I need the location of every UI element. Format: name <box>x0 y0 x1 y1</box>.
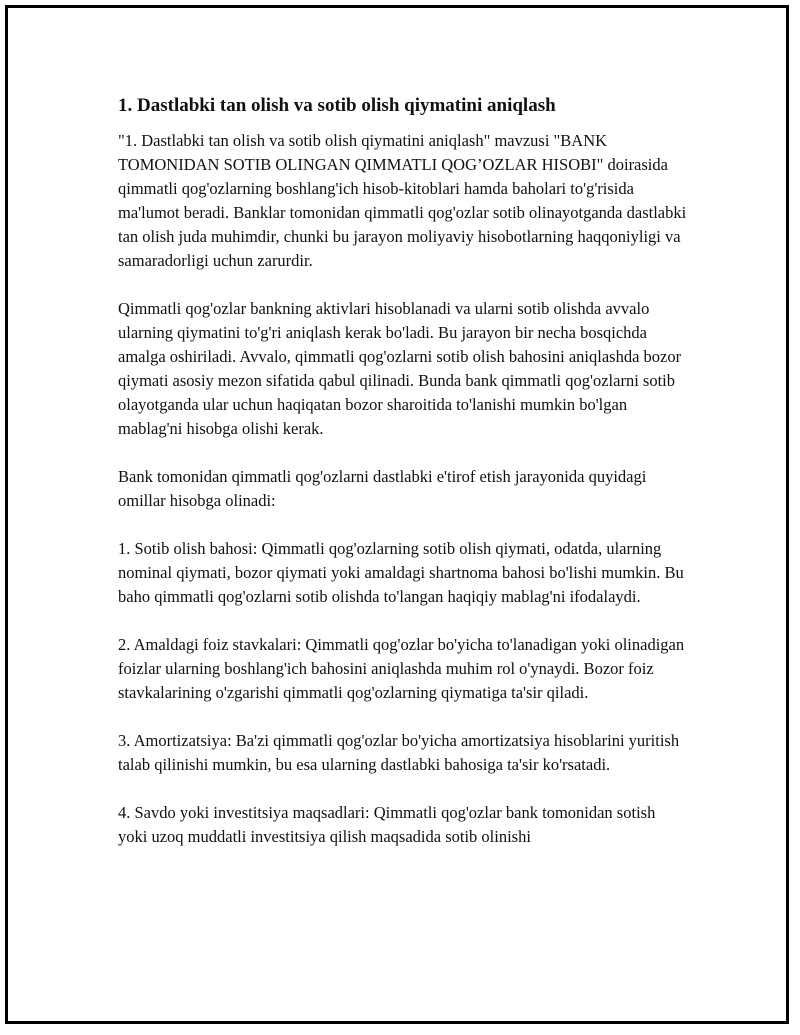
paragraph-item-2: 2. Amaldagi foiz stavkalari: Qimmatli qog'ozlar bo'yicha to'lanadigan yoki olinadigan foizlar ularning boshlang'ich bahosini aniqlashda muhim rol o'ynaydi. Bozor foiz stavkalarining o'zgarishi qimmatli qog'ozlarning qiymatiga ta'sir qiladi. <box>118 635 685 702</box>
paragraph-factors-intro: Bank tomonidan qimmatli qog'ozlarni dastlabki e'tirof etish jarayonida quyidagi omillar hisobga olinadi: <box>118 467 647 510</box>
paragraph-item-4: 4. Savdo yoki investitsiya maqsadlari: Qimmatli qog'ozlar bank tomonidan sotish yoki uzoq muddatli investitsiya qilish maqsadida sotib olinishi <box>118 803 656 846</box>
paragraph-item-1: 1. Sotib olish bahosi: Qimmatli qog'ozlarning sotib olish qiymati, odatda, ularning nominal qiymati, bozor qiymati yoki amaldagi shartnoma bahosi bo'lishi mumkin. Bu baho qimmatli qog'ozlarni sotib olishda to'langan haqiqiy mablag'ni ifodalaydi. <box>118 539 684 606</box>
paragraph-item-3: 3. Amortizatsiya: Ba'zi qimmatli qog'ozlar bo'yicha amortizatsiya hisoblarini yuritish talab qilinishi mumkin, bu esa ularning dastlabki bahosiga ta'sir ko'rsatadi. <box>118 731 680 774</box>
section-heading: 1. Dastlabki tan olish va sotib olish qiymatini aniqlash <box>118 95 556 116</box>
paragraph-intro: "1. Dastlabki tan olish va sotib olish qiymatini aniqlash" mavzusi "BANK TOMONIDAN SOTIB OLINGAN QIMMATLI QOG’OZLAR HISOBI" doirasida qimmatli qog'ozlarning boshlang'ich hisob-kitoblari hamda baholari to'g'risida ma'lumot beradi. Banklar tomonidan qimmatli qog'ozlar sotib olinayotganda dastlabki tan olish juda muhimdir, chunki bu jarayon moliyaviy hisobotlarning haqqoniyligi va samaradorligi uchun zarurdir. <box>118 131 687 270</box>
document-body <box>118 93 688 873</box>
paragraph-assets: Qimmatli qog'ozlar bankning aktivlari hisoblanadi va ularni sotib olishda avvalo ularning qiymatini to'g'ri aniqlash kerak bo'ladi. Bu jarayon bir necha bosqichda amalga oshiriladi. Avvalo, qimmatli qog'ozlarni sotib olish bahosini aniqlashda bozor qiymati asosiy mezon sifatida qabul qilinadi. Bunda bank qimmatli qog'ozlarni sotib olayotganda ular uchun haqiqatan bozor sharoitida to'lanishi mumkin bo'lgan mablag'ni hisobga olishi kerak. <box>118 299 682 438</box>
